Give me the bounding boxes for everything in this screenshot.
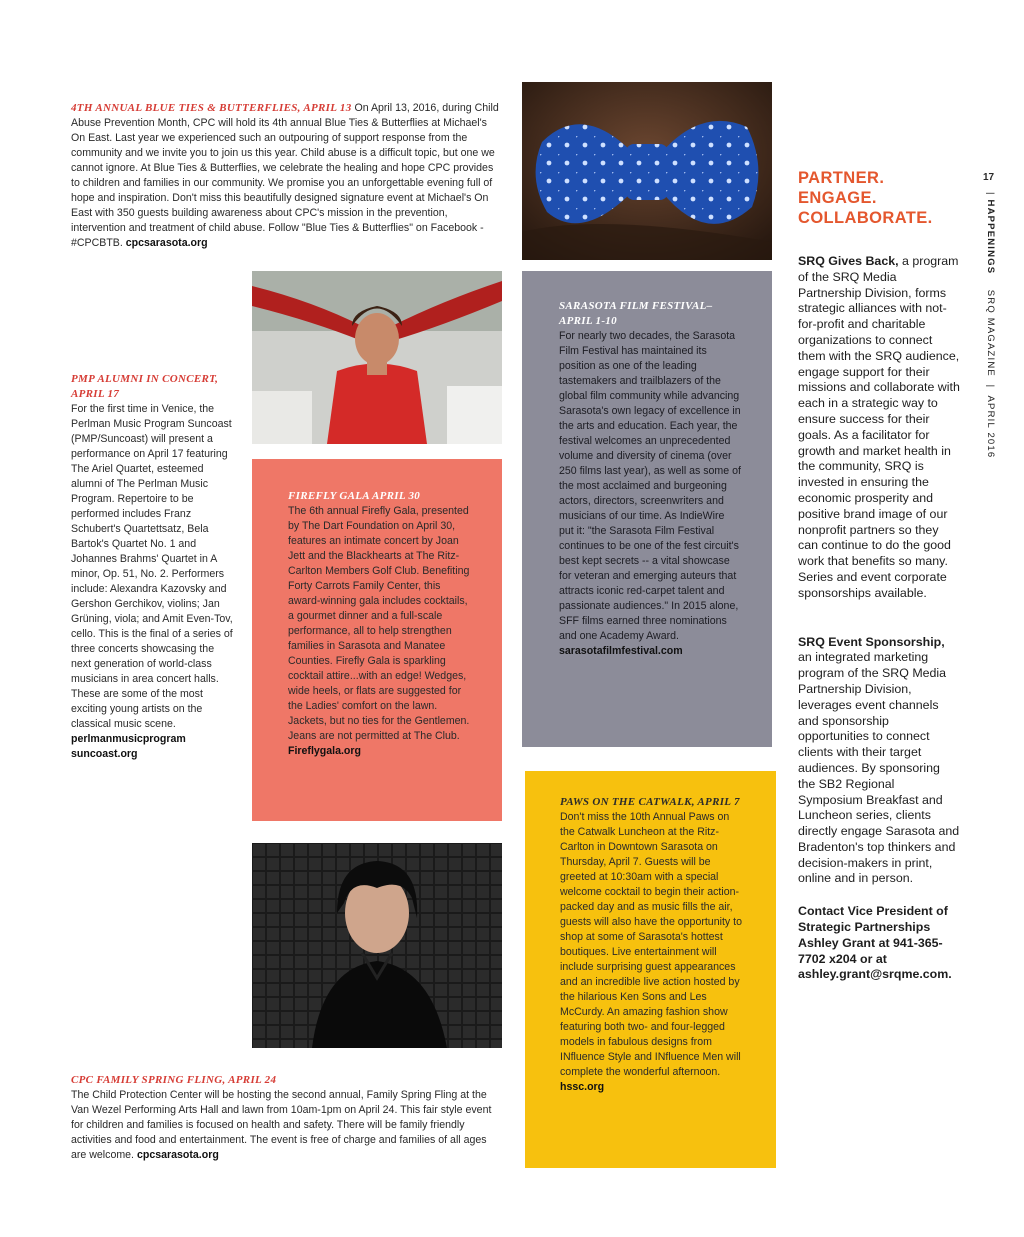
paws-heading: PAWS ON THE CATWALK, APRIL 7 xyxy=(560,796,740,808)
sff-box xyxy=(522,271,772,747)
folio-number: 17 xyxy=(983,172,995,183)
gives-back-lead: SRQ Gives Back, xyxy=(798,254,899,268)
event-sponsorship-lead: SRQ Event Sponsorship, xyxy=(798,634,945,649)
sidebar xyxy=(798,168,960,983)
woman-in-red-photo xyxy=(252,271,502,444)
pmp-link[interactable]: perlmanmusicprogram suncoast.org xyxy=(71,733,186,760)
paws-article xyxy=(560,795,746,1095)
gives-back-body: a program of the SRQ Media Partnership Division, forms strategic alliances with not-for-profit and charitable organizations to connect them with the SRQ audience, engage support for their missions and collaborate with each in a strategic way to ensure success for their goals. As a facilitator for growth and market health in the community, SRQ is invested in ensuring the economic prosperity and positive brand image of our nonprofit partners so they can continue to do the good work that benefits so many. Series and event corporate sponsorships available. xyxy=(798,254,960,600)
woman-in-red-illustration xyxy=(252,271,502,444)
bow-tie-photo xyxy=(522,82,772,260)
firefly-box xyxy=(252,459,502,821)
pmp-heading: PMP ALUMNI IN CONCERT, APRIL 17 xyxy=(71,373,219,400)
firefly-body: The 6th annual Firefly Gala, presented by The Dart Foundation on April 30, features an intimate concert by Joan Jett and the Blackhearts at The Ritz-Carlton Members Golf Club. Benefiting Forty Carrots Family Center, this award-winning gala includes cocktails, a gourmet dinner and a full-scale performance, all to help strengthen families in Sarasota and Manatee Counties. Firefly Gala is sparkling cocktail attire...with an edge! Wedges, wide heels, or flats are suggested for the Ladies' comfort on the lawn. Jackets, but no ties for the Gentlemen. Jeans are not permitted at The Club. xyxy=(288,505,470,742)
firefly-heading: FIREFLY GALA APRIL 30 xyxy=(288,490,421,502)
paws-body: Don't miss the 10th Annual Paws on the Catwalk Luncheon at the Ritz-Carlton in Downtown Sarasota on Thursday, April 7. Guests will be greeted at 10:30am with a special welcome cocktail to begin their action-packed day and as music fills the air, guests will also have the opportunity to shop at some of Sarasota's hottest boutiques. Live entertainment will include surprising guest appearances and an incredible live action hosted by the hilarious Ken Sons and Les McCurdy. An amazing fashion show featuring both two- and four-legged models in fabulous designs from INfluence Style and INfluence Men will complete the wonderful afternoon. xyxy=(560,811,742,1078)
event-sponsorship-body: an integrated marketing program of the SRQ Media Partnership Division, leverages event channels and sponsorship opportunities to connect clients with their target audiences. By sponsoring the SB2 Regional Symposium Breakfast and Luncheon series, clients directly engage Sarasota and Bradenton's top thinkers and decision-makers in print, online and in person. xyxy=(798,650,960,886)
paws-box xyxy=(525,771,776,1168)
sff-heading: SARASOTA FILM FESTIVAL–APRIL 1-10 xyxy=(559,300,713,327)
sff-link[interactable]: sarasotafilmfestival.com xyxy=(559,645,683,657)
blue-ties-body: On April 13, 2016, during Child Abuse Prevention Month, CPC will hold its 4th annual Blue Ties & Butterflies at Michael's On East. Last year we experienced such an outpouring of support response from the community and we invite you to join us this year. Child abuse is a difficult topic, but one we cannot ignore. At Blue Ties & Butterflies, we celebrate the healing and hope CPC provides to children and families in our community. We promise you an unforgettable evening full of hope and inspiration. Don't miss this beautifully designed signature event at Michael's On East with 350 guests building awareness about CPC's mission in the prevention, intervention and treatment of child abuse. Follow "Blue Ties & Butterflies" on Facebook - #CPCBTB. xyxy=(71,102,499,249)
sidebar-title-line-1: PARTNER. xyxy=(798,169,885,187)
sidebar-title xyxy=(798,168,960,228)
folio-section: HAPPENINGS xyxy=(985,199,996,275)
singer-portrait-photo xyxy=(252,843,502,1048)
folio-vertical: | HAPPENINGS SRQ MAGAZINE | APRIL 2016 xyxy=(985,192,996,459)
spring-fling-heading: CPC FAMILY SPRING FLING, APRIL 24 xyxy=(71,1074,277,1086)
firefly-link[interactable]: Fireflygala.org xyxy=(288,745,361,757)
pmp-body: For the first time in Venice, the Perlman Music Program Suncoast (PMP/Suncoast) will present a performance on April 17 featuring The Ariel Quartet, esteemed alumni of The Perlman Music Program. Repertoire to be performed includes Franz Schubert's Quartettsatz, Bela Bartok's Quartet No. 1 and Johannes Brahms' Quartet in A minor, Op. 51, No. 2. Performers include: Alexandra Kazovsky and Gershon Gerchikov, violins; Jan Grüning, viola; and Amit Even-Tov, cello. This is the final of a series of three concerts showcasing the next generation of world-class musicians in area concert halls. These are some of the most exciting young artists on the classical music scene. xyxy=(71,403,233,730)
singer-portrait-illustration xyxy=(252,843,502,1048)
firefly-article xyxy=(288,489,474,759)
sff-body: For nearly two decades, the Sarasota Film Festival has maintained its position as one of the leading tastemakers and trailblazers of the global film community while advancing Sarasota's own legacy of excellence in the arts and education. Each year, the festival welcomes an unprecedented volume and diversity of cinema (over 250 films last year), as well as some of the most acclaimed and burgeoning actors, directors, screenwriters and musicians of our time. As IndieWire put it: "the Sarasota Film Festival continues to be one of the fest circuit's best kept secrets -- a vital showcase for veteran and emerging auteurs that attracts iconic red-carpet talent and passionate audiences." In 2015 alone, SFF films earned three nominations and one Academy Award. xyxy=(559,330,741,642)
event-sponsorship-paragraph xyxy=(798,635,960,888)
sidebar-title-line-2: ENGAGE. xyxy=(798,189,877,207)
folio-issue: APRIL 2016 xyxy=(985,395,996,459)
contact-paragraph: Contact Vice President of Strategic Partnerships Ashley Grant at 941-365-7702 x204 or at ashley.grant@srqme.com. xyxy=(798,904,952,982)
folio-magazine: SRQ MAGAZINE xyxy=(985,289,996,377)
blue-ties-article xyxy=(71,101,501,251)
sff-article xyxy=(559,299,741,659)
blue-ties-link[interactable]: cpcsarasota.org xyxy=(125,237,208,249)
blue-ties-heading: 4TH ANNUAL BLUE TIES & BUTTERFLIES, APRIL 13 xyxy=(71,102,352,114)
spring-fling-article xyxy=(71,1073,501,1163)
gives-back-paragraph xyxy=(798,254,960,602)
sidebar-title-line-3: COLLABORATE. xyxy=(798,209,933,227)
bow-tie-illustration xyxy=(522,82,772,260)
pmp-article xyxy=(71,372,236,762)
paws-link[interactable]: hssc.org xyxy=(560,1081,605,1093)
spring-fling-body: The Child Protection Center will be hosting the second annual, Family Spring Fling at the Van Wezel Performing Arts Hall and lawn from 10am-1pm on April 24. This fair style event for children and families is focused on health and safety. There will be family friendly activities and food and entertainment. The event is free of charge and families of all ages are welcome. xyxy=(71,1089,492,1161)
spring-fling-link[interactable]: cpcsarasota.org xyxy=(136,1149,219,1161)
